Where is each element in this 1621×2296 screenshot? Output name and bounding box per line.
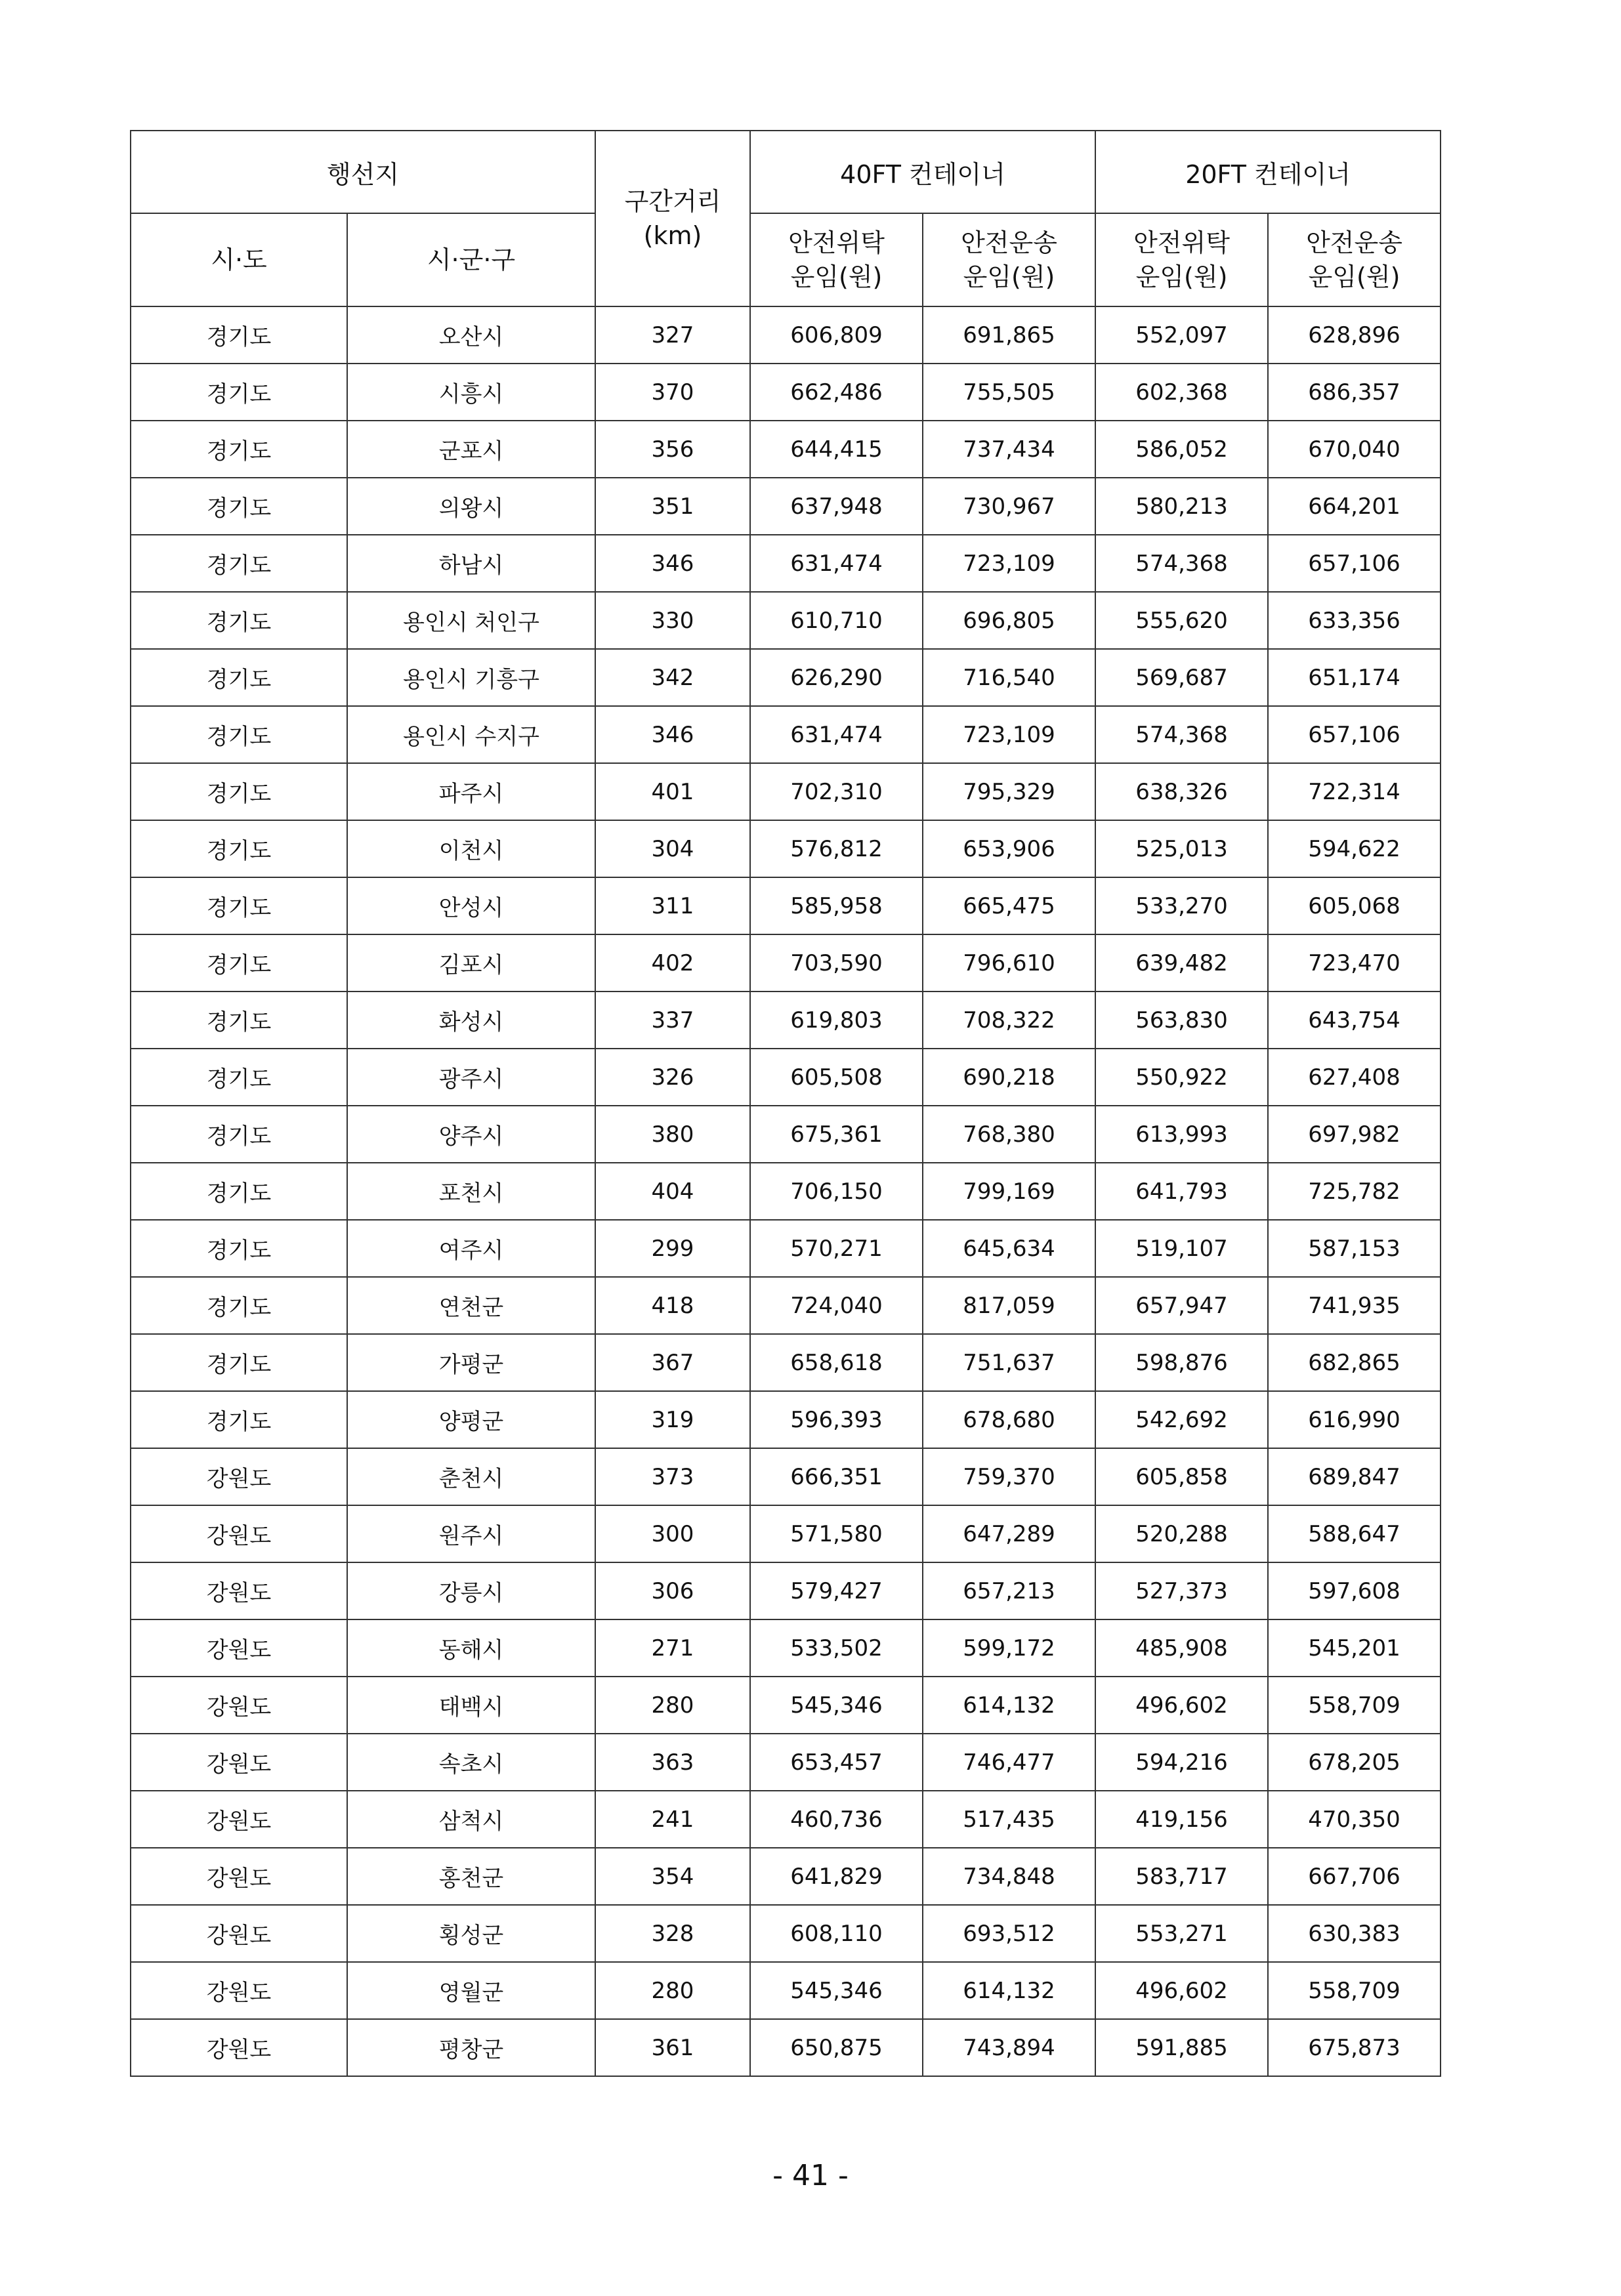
freight-rate-table (130, 130, 1441, 2077)
distance-cell: 346 (595, 706, 750, 763)
distance-cell: 328 (595, 1905, 750, 1962)
city-cell: 태백시 (347, 1677, 595, 1734)
province-cell: 강원도 (131, 1562, 347, 1619)
distance-cell: 342 (595, 649, 750, 706)
distance-cell: 306 (595, 1562, 750, 1619)
city-cell: 원주시 (347, 1505, 595, 1562)
ft20-consign-cell: 519,107 (1095, 1220, 1268, 1277)
distance-label: 구간거리 (624, 187, 721, 216)
ft40-transport-cell: 768,380 (923, 1106, 1095, 1163)
ft20-consign-cell: 594,216 (1095, 1734, 1268, 1791)
ft40-consign-cell: 585,958 (750, 877, 923, 934)
province-cell: 강원도 (131, 1677, 347, 1734)
province-cell: 경기도 (131, 1049, 347, 1106)
city-cell: 광주시 (347, 1049, 595, 1106)
table-row (131, 1848, 1441, 1905)
distance-cell: 300 (595, 1505, 750, 1562)
table-row (131, 2019, 1441, 2076)
province-cell: 경기도 (131, 306, 347, 364)
ft20-transport-cell: 682,865 (1268, 1334, 1441, 1391)
ft40-transport-cell: 743,894 (923, 2019, 1095, 2076)
table-row (131, 763, 1441, 820)
distance-cell: 418 (595, 1277, 750, 1334)
ft40-transport-cell: 708,322 (923, 991, 1095, 1049)
ft40-consign-cell: 626,290 (750, 649, 923, 706)
distance-cell: 327 (595, 306, 750, 364)
ft40-consign-cell: 637,948 (750, 478, 923, 535)
ft40-transport-cell: 746,477 (923, 1734, 1095, 1791)
ft40-consign-cell: 579,427 (750, 1562, 923, 1619)
ft40-transport-cell: 799,169 (923, 1163, 1095, 1220)
province-cell: 경기도 (131, 1106, 347, 1163)
table-body (131, 306, 1441, 2076)
ft20-transport-cell: 670,040 (1268, 421, 1441, 478)
ft40-consign-cell: 533,502 (750, 1619, 923, 1677)
distance-cell: 361 (595, 2019, 750, 2076)
ft20-transport-cell: 597,608 (1268, 1562, 1441, 1619)
ft20-transport-cell: 675,873 (1268, 2019, 1441, 2076)
ft40-consign-cell: 576,812 (750, 820, 923, 877)
distance-cell: 370 (595, 364, 750, 421)
ft20-consign-cell: 613,993 (1095, 1106, 1268, 1163)
distance-header (595, 131, 750, 306)
ft40-transport-cell: 751,637 (923, 1334, 1095, 1391)
ft20-transport-cell: 689,847 (1268, 1448, 1441, 1505)
province-cell: 강원도 (131, 1848, 347, 1905)
ft40-consign-cell: 631,474 (750, 535, 923, 592)
table-row (131, 934, 1441, 991)
table-row (131, 478, 1441, 535)
transport-label-line1: 안전운송 (1306, 228, 1402, 257)
ft20-transport-cell: 686,357 (1268, 364, 1441, 421)
ft40-consign-cell: 545,346 (750, 1677, 923, 1734)
ft40-transport-cell: 795,329 (923, 763, 1095, 820)
city-cell: 안성시 (347, 877, 595, 934)
ft40-transport-cell: 730,967 (923, 478, 1095, 535)
ft20-transport-cell: 667,706 (1268, 1848, 1441, 1905)
distance-cell: 241 (595, 1791, 750, 1848)
ft40-transport-cell: 665,475 (923, 877, 1095, 934)
distance-cell: 330 (595, 592, 750, 649)
ft20-transport-cell: 587,153 (1268, 1220, 1441, 1277)
city-cell: 여주시 (347, 1220, 595, 1277)
city-cell: 군포시 (347, 421, 595, 478)
province-cell: 강원도 (131, 1905, 347, 1962)
ft20-consign-cell: 586,052 (1095, 421, 1268, 478)
province-cell: 경기도 (131, 1163, 347, 1220)
ft20-transport-cell: 643,754 (1268, 991, 1441, 1049)
ft40-transport-cell: 817,059 (923, 1277, 1095, 1334)
table-row (131, 877, 1441, 934)
province-cell: 경기도 (131, 1391, 347, 1448)
ft40-consign-cell: 702,310 (750, 763, 923, 820)
ft20-transport-cell: 627,408 (1268, 1049, 1441, 1106)
table-row (131, 1448, 1441, 1505)
province-cell: 경기도 (131, 1277, 347, 1334)
province-cell: 강원도 (131, 1505, 347, 1562)
destination-header: 행선지 (131, 131, 595, 213)
ft20-transport-cell: 723,470 (1268, 934, 1441, 991)
table-row (131, 1220, 1441, 1277)
province-cell: 경기도 (131, 535, 347, 592)
distance-cell: 337 (595, 991, 750, 1049)
table-row (131, 820, 1441, 877)
ft40-consign-cell: 724,040 (750, 1277, 923, 1334)
province-cell: 강원도 (131, 2019, 347, 2076)
transport-label-line1: 안전운송 (961, 228, 1057, 257)
ft20-consign-cell: 598,876 (1095, 1334, 1268, 1391)
table-row (131, 1391, 1441, 1448)
distance-cell: 351 (595, 478, 750, 535)
ft40-consign-cell: 570,271 (750, 1220, 923, 1277)
ft20-transport-cell: 545,201 (1268, 1619, 1441, 1677)
ft40-consign-cell: 653,457 (750, 1734, 923, 1791)
province-header: 시·도 (131, 213, 347, 306)
header-row-1 (131, 131, 1441, 213)
ft20-transport-cell: 630,383 (1268, 1905, 1441, 1962)
province-cell: 경기도 (131, 934, 347, 991)
ft20-transport-cell: 605,068 (1268, 877, 1441, 934)
ft20-consign-cell: 641,793 (1095, 1163, 1268, 1220)
city-cell: 가평군 (347, 1334, 595, 1391)
ft20-consign-cell: 638,326 (1095, 763, 1268, 820)
table-row (131, 1334, 1441, 1391)
ft40-consign-cell: 650,875 (750, 2019, 923, 2076)
transport-label-line2: 운임(원) (1308, 262, 1400, 291)
ft20-transport-cell: 470,350 (1268, 1791, 1441, 1848)
ft20-consign-cell: 555,620 (1095, 592, 1268, 649)
city-cell: 파주시 (347, 763, 595, 820)
province-cell: 경기도 (131, 877, 347, 934)
ft20-transport-cell: 651,174 (1268, 649, 1441, 706)
ft20-transport-header (1268, 213, 1441, 306)
distance-cell: 367 (595, 1334, 750, 1391)
ft20-consign-cell: 602,368 (1095, 364, 1268, 421)
ft40-transport-cell: 678,680 (923, 1391, 1095, 1448)
province-cell: 강원도 (131, 1448, 347, 1505)
city-cell: 춘천시 (347, 1448, 595, 1505)
city-cell: 오산시 (347, 306, 595, 364)
ft20-consign-cell: 569,687 (1095, 649, 1268, 706)
ft40-transport-cell: 755,505 (923, 364, 1095, 421)
ft20-transport-cell: 558,709 (1268, 1962, 1441, 2019)
province-cell: 강원도 (131, 1734, 347, 1791)
ft40-transport-cell: 696,805 (923, 592, 1095, 649)
distance-cell: 402 (595, 934, 750, 991)
ft40-transport-cell: 653,906 (923, 820, 1095, 877)
city-cell: 횡성군 (347, 1905, 595, 1962)
city-cell: 평창군 (347, 2019, 595, 2076)
ft20-consign-cell: 542,692 (1095, 1391, 1268, 1448)
ft40-transport-cell: 691,865 (923, 306, 1095, 364)
transport-label-line2: 운임(원) (963, 262, 1055, 291)
ft20-consign-cell: 574,368 (1095, 706, 1268, 763)
distance-cell: 404 (595, 1163, 750, 1220)
ft40-transport-cell: 645,634 (923, 1220, 1095, 1277)
ft20-header: 20FT 컨테이너 (1095, 131, 1441, 213)
distance-cell: 326 (595, 1049, 750, 1106)
distance-unit: (km) (643, 221, 702, 250)
ft40-transport-cell: 614,132 (923, 1677, 1095, 1734)
ft40-transport-cell: 599,172 (923, 1619, 1095, 1677)
province-cell: 강원도 (131, 1619, 347, 1677)
table-row (131, 1962, 1441, 2019)
table-row (131, 1905, 1441, 1962)
table-row (131, 535, 1441, 592)
city-cell: 시흥시 (347, 364, 595, 421)
ft20-consign-cell: 520,288 (1095, 1505, 1268, 1562)
distance-cell: 356 (595, 421, 750, 478)
ft40-transport-cell: 723,109 (923, 535, 1095, 592)
ft20-consign-cell: 552,097 (1095, 306, 1268, 364)
city-cell: 속초시 (347, 1734, 595, 1791)
city-cell: 용인시 처인구 (347, 592, 595, 649)
ft40-transport-cell: 796,610 (923, 934, 1095, 991)
ft20-consign-cell: 419,156 (1095, 1791, 1268, 1848)
province-cell: 경기도 (131, 478, 347, 535)
ft40-consign-cell: 606,809 (750, 306, 923, 364)
ft20-consign-header (1095, 213, 1268, 306)
table-row (131, 1677, 1441, 1734)
ft40-consign-cell: 608,110 (750, 1905, 923, 1962)
table-row (131, 1734, 1441, 1791)
ft20-consign-cell: 527,373 (1095, 1562, 1268, 1619)
ft40-transport-cell: 759,370 (923, 1448, 1095, 1505)
ft40-consign-cell: 703,590 (750, 934, 923, 991)
consign-label-line1: 안전위탁 (1133, 228, 1230, 257)
city-cell: 연천군 (347, 1277, 595, 1334)
ft40-consign-cell: 605,508 (750, 1049, 923, 1106)
province-cell: 경기도 (131, 1220, 347, 1277)
city-cell: 용인시 기흥구 (347, 649, 595, 706)
province-cell: 경기도 (131, 649, 347, 706)
ft40-header: 40FT 컨테이너 (750, 131, 1095, 213)
ft40-consign-cell: 545,346 (750, 1962, 923, 2019)
consign-label-line2: 운임(원) (1135, 262, 1228, 291)
distance-cell: 299 (595, 1220, 750, 1277)
table-row (131, 306, 1441, 364)
ft20-transport-cell: 594,622 (1268, 820, 1441, 877)
ft40-transport-cell: 737,434 (923, 421, 1095, 478)
ft20-transport-cell: 697,982 (1268, 1106, 1441, 1163)
ft20-consign-cell: 657,947 (1095, 1277, 1268, 1334)
table-row (131, 1106, 1441, 1163)
ft20-consign-cell: 496,602 (1095, 1677, 1268, 1734)
distance-cell: 280 (595, 1962, 750, 2019)
ft20-transport-cell: 741,935 (1268, 1277, 1441, 1334)
table-row (131, 1505, 1441, 1562)
province-cell: 경기도 (131, 706, 347, 763)
table-row (131, 364, 1441, 421)
ft40-consign-cell: 662,486 (750, 364, 923, 421)
city-cell: 강릉시 (347, 1562, 595, 1619)
ft40-transport-header (923, 213, 1095, 306)
city-cell: 영월군 (347, 1962, 595, 2019)
distance-cell: 319 (595, 1391, 750, 1448)
consign-label-line2: 운임(원) (790, 262, 883, 291)
ft20-consign-cell: 580,213 (1095, 478, 1268, 535)
table-row (131, 592, 1441, 649)
table-row (131, 1791, 1441, 1848)
city-cell: 하남시 (347, 535, 595, 592)
ft40-consign-cell: 641,829 (750, 1848, 923, 1905)
ft40-consign-cell: 571,580 (750, 1505, 923, 1562)
distance-cell: 373 (595, 1448, 750, 1505)
ft20-consign-cell: 525,013 (1095, 820, 1268, 877)
ft20-consign-cell: 550,922 (1095, 1049, 1268, 1106)
ft20-consign-cell: 485,908 (1095, 1619, 1268, 1677)
ft20-transport-cell: 678,205 (1268, 1734, 1441, 1791)
city-cell: 포천시 (347, 1163, 595, 1220)
province-cell: 경기도 (131, 1334, 347, 1391)
province-cell: 경기도 (131, 592, 347, 649)
ft20-transport-cell: 616,990 (1268, 1391, 1441, 1448)
province-cell: 경기도 (131, 820, 347, 877)
city-cell: 화성시 (347, 991, 595, 1049)
table-row (131, 1562, 1441, 1619)
province-cell: 강원도 (131, 1962, 347, 2019)
table-row (131, 1163, 1441, 1220)
ft20-transport-cell: 664,201 (1268, 478, 1441, 535)
city-cell: 의왕시 (347, 478, 595, 535)
ft20-transport-cell: 725,782 (1268, 1163, 1441, 1220)
ft40-transport-cell: 614,132 (923, 1962, 1095, 2019)
distance-cell: 401 (595, 763, 750, 820)
table-row (131, 421, 1441, 478)
distance-cell: 271 (595, 1619, 750, 1677)
city-cell: 홍천군 (347, 1848, 595, 1905)
ft40-consign-cell: 596,393 (750, 1391, 923, 1448)
ft20-transport-cell: 722,314 (1268, 763, 1441, 820)
ft20-consign-cell: 533,270 (1095, 877, 1268, 934)
table-row (131, 706, 1441, 763)
ft20-consign-cell: 496,602 (1095, 1962, 1268, 2019)
ft40-transport-cell: 734,848 (923, 1848, 1095, 1905)
consign-label-line1: 안전위탁 (788, 228, 885, 257)
ft20-consign-cell: 639,482 (1095, 934, 1268, 991)
city-cell: 김포시 (347, 934, 595, 991)
city-header: 시·군·구 (347, 213, 595, 306)
ft40-consign-header (750, 213, 923, 306)
ft40-consign-cell: 610,710 (750, 592, 923, 649)
header-row-2 (131, 213, 1441, 306)
ft40-transport-cell: 657,213 (923, 1562, 1095, 1619)
distance-cell: 354 (595, 1848, 750, 1905)
ft40-consign-cell: 619,803 (750, 991, 923, 1049)
distance-cell: 363 (595, 1734, 750, 1791)
distance-cell: 304 (595, 820, 750, 877)
table-row (131, 649, 1441, 706)
province-cell: 경기도 (131, 763, 347, 820)
distance-cell: 311 (595, 877, 750, 934)
ft20-transport-cell: 628,896 (1268, 306, 1441, 364)
ft20-transport-cell: 633,356 (1268, 592, 1441, 649)
ft40-consign-cell: 666,351 (750, 1448, 923, 1505)
ft40-consign-cell: 658,618 (750, 1334, 923, 1391)
distance-cell: 380 (595, 1106, 750, 1163)
ft40-transport-cell: 716,540 (923, 649, 1095, 706)
ft40-transport-cell: 647,289 (923, 1505, 1095, 1562)
ft40-consign-cell: 644,415 (750, 421, 923, 478)
ft20-consign-cell: 583,717 (1095, 1848, 1268, 1905)
ft20-transport-cell: 558,709 (1268, 1677, 1441, 1734)
city-cell: 양주시 (347, 1106, 595, 1163)
distance-cell: 280 (595, 1677, 750, 1734)
ft40-transport-cell: 693,512 (923, 1905, 1095, 1962)
ft20-transport-cell: 657,106 (1268, 535, 1441, 592)
table-row (131, 1049, 1441, 1106)
ft20-consign-cell: 605,858 (1095, 1448, 1268, 1505)
ft40-transport-cell: 517,435 (923, 1791, 1095, 1848)
ft20-consign-cell: 574,368 (1095, 535, 1268, 592)
ft20-consign-cell: 553,271 (1095, 1905, 1268, 1962)
ft20-consign-cell: 591,885 (1095, 2019, 1268, 2076)
city-cell: 용인시 수지구 (347, 706, 595, 763)
province-cell: 경기도 (131, 364, 347, 421)
page-number: - 41 - (772, 2159, 849, 2192)
city-cell: 동해시 (347, 1619, 595, 1677)
province-cell: 강원도 (131, 1791, 347, 1848)
table-row (131, 1277, 1441, 1334)
ft40-consign-cell: 460,736 (750, 1791, 923, 1848)
city-cell: 이천시 (347, 820, 595, 877)
ft40-transport-cell: 690,218 (923, 1049, 1095, 1106)
city-cell: 삼척시 (347, 1791, 595, 1848)
city-cell: 양평군 (347, 1391, 595, 1448)
ft40-consign-cell: 706,150 (750, 1163, 923, 1220)
table-row (131, 1619, 1441, 1677)
ft20-consign-cell: 563,830 (1095, 991, 1268, 1049)
table-row (131, 991, 1441, 1049)
province-cell: 경기도 (131, 421, 347, 478)
ft20-transport-cell: 657,106 (1268, 706, 1441, 763)
distance-cell: 346 (595, 535, 750, 592)
ft40-transport-cell: 723,109 (923, 706, 1095, 763)
ft40-consign-cell: 631,474 (750, 706, 923, 763)
ft20-transport-cell: 588,647 (1268, 1505, 1441, 1562)
ft40-consign-cell: 675,361 (750, 1106, 923, 1163)
province-cell: 경기도 (131, 991, 347, 1049)
